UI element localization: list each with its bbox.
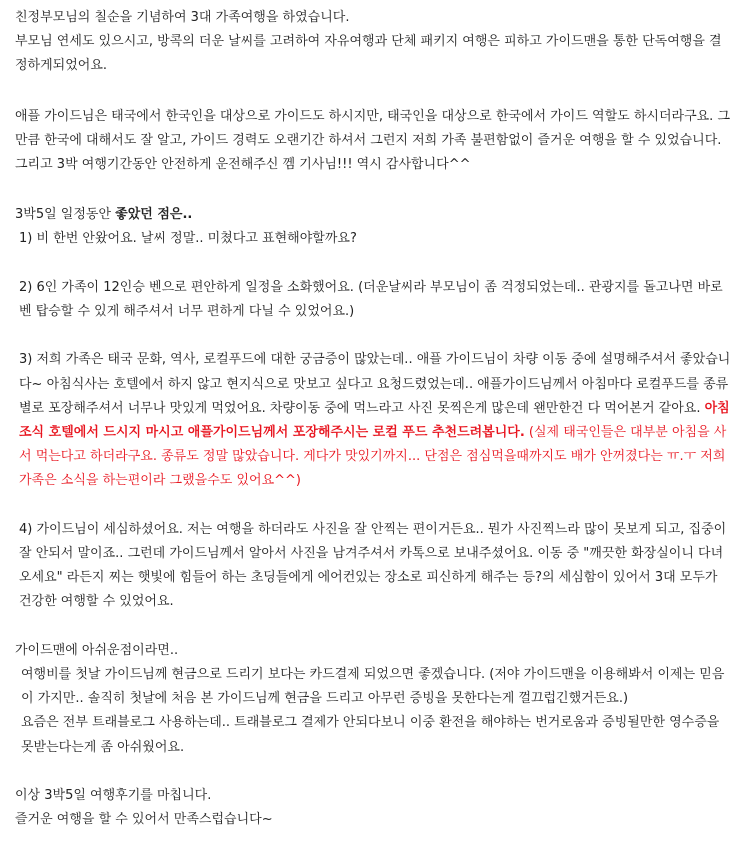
regret-1: 여행비를 첫날 가이드님께 현금으로 드리기 보다는 카드결제 되었으면 좋겠습니다. (저야 가이드맨을 이용해봐서 이제는 믿음이 가지만.. 솔직히 첫날에 처음 본 가이드님께 현금을 드리고 아무런 증빙을 못한다는게 껄끄럽긴했거든요.)	[21, 667, 725, 707]
regrets-heading: 가이드맨에 아쉬운점이라면..	[15, 642, 179, 658]
spacer	[15, 177, 732, 203]
closing-line-1: 이상 3박5일 여행후기를 마칩니다.	[15, 788, 212, 804]
good-point-3-note: (실제 태국인들은 대부분 아침을 사서 먹는다고 하더라구요. 종류도 정말 많았습니다. 게다가 맛있기까지... 단점은 점심먹을때까지도 배가 안꺼졌다는 ㅠ.ㅜ 저희 가족은 소식을 하는편이라 그랬을수도 있어요^^)	[19, 425, 727, 489]
good-point-3-text: 3) 저희 가족은 태국 문화, 역사, 로컬푸드에 대한 궁금증이 많았는데.. 애플 가이드님이 차량 이동 중에 설명해주셔서 좋았습니다~ 아침식사는 호텔에서 하지 않고 현지식으로 맛보고 싶다고 요청드렸었는데.. 애플가이드님께서 아침마다 로컬푸드를 종류별로 포장해주셔서 너무나 맛있게 먹었어요. 차량이동 중에 먹느라고 사진 못찍은게 많은데 왠만한건 다 먹어본거 같아요.	[19, 352, 731, 416]
intro-line-2: 부모님 연세도 있으시고, 방콕의 더운 날씨를 고려하여 자유여행과 단체 패키지 여행은 피하고 가이드맨을 통한 단독여행을 결정하게되었어요.	[15, 34, 722, 74]
good-point-2: 2) 6인 가족이 12인승 벤으로 편안하게 일정을 소화했어요. (더운날씨라 부모님이 좀 걱정되었는데.. 관광지를 돌고나면 바로 벤 탑승할 수 있게 해주셔서 너무 편하게 다닐 수 있었어요.)	[19, 279, 723, 320]
spacer	[15, 494, 732, 518]
regret-2: 요즘은 전부 트래블로그 사용하는데.. 트래블로그 결제가 안되다보니 이중 환전을 해야하는 번거로움과 증빙될만한 영수증을 못받는다는게 좀 아쉬웠어요.	[21, 715, 720, 755]
good-point-4: 4) 가이드님이 세심하셨어요. 저는 여행을 하더라도 사진을 잘 안찍는 편이거든요.. 뭔가 사진찍느라 많이 못보게 되고, 집중이 잘 안되서 말이죠.. 그런데 가이드님께서 알아서 사진을 남겨주셔서 카톡으로 보내주셨어요. 이동 중 "깨끗한 화장실이니 다녀오세요" 라든지 찌는 햇빛에 힘들어 하는 초딩들에게 에어컨있는 장소로 피신하게 해주는 등?의 세심함이 있어서 3대 모두가 건강한 여행할 수 있었어요.	[19, 521, 727, 610]
spacer	[15, 324, 732, 348]
good-points-heading	[15, 203, 732, 227]
closing-line-2: 즐거운 여행을 할 수 있어서 만족스럽습니다~	[15, 812, 273, 828]
good-point-3	[15, 348, 732, 493]
spacer	[15, 760, 732, 784]
good-point-3-highlight: 아침 조식 호텔에서 드시지 마시고 애플가이드님께서 포장해주시는 로컬 푸드 추천드려봅니다.	[19, 400, 730, 441]
good-points-heading-prefix: 3박5일 일정동안	[15, 207, 116, 223]
good-point-1: 1) 비 한번 안왔어요. 날씨 정말.. 미쳤다고 표현해야할까요?	[19, 231, 357, 247]
spacer	[15, 79, 732, 105]
guide-intro: 애플 가이드님은 태국에서 한국인을 대상으로 가이드도 하시지만, 태국인을 대상으로 한국에서 가이드 역할도 하시더라구요. 그만큼 한국에 대해서도 잘 알고, 가이드 경력도 오랜기간 하셔서 그런지 저희 가족 불편함없이 즐거운 여행을 할 수 있었습니다. 그리고 3박 여행기간동안 안전하게 운전해주신 껨 기사님!!! 역시 감사합니다^^	[15, 108, 731, 173]
spacer	[15, 615, 732, 639]
spacer	[15, 252, 732, 276]
intro-line-1: 친정부모님의 칠순을 기념하여 3대 가족여행을 하였습니다.	[15, 10, 350, 25]
good-points-heading-bold: 좋았던 점은..	[115, 207, 193, 223]
